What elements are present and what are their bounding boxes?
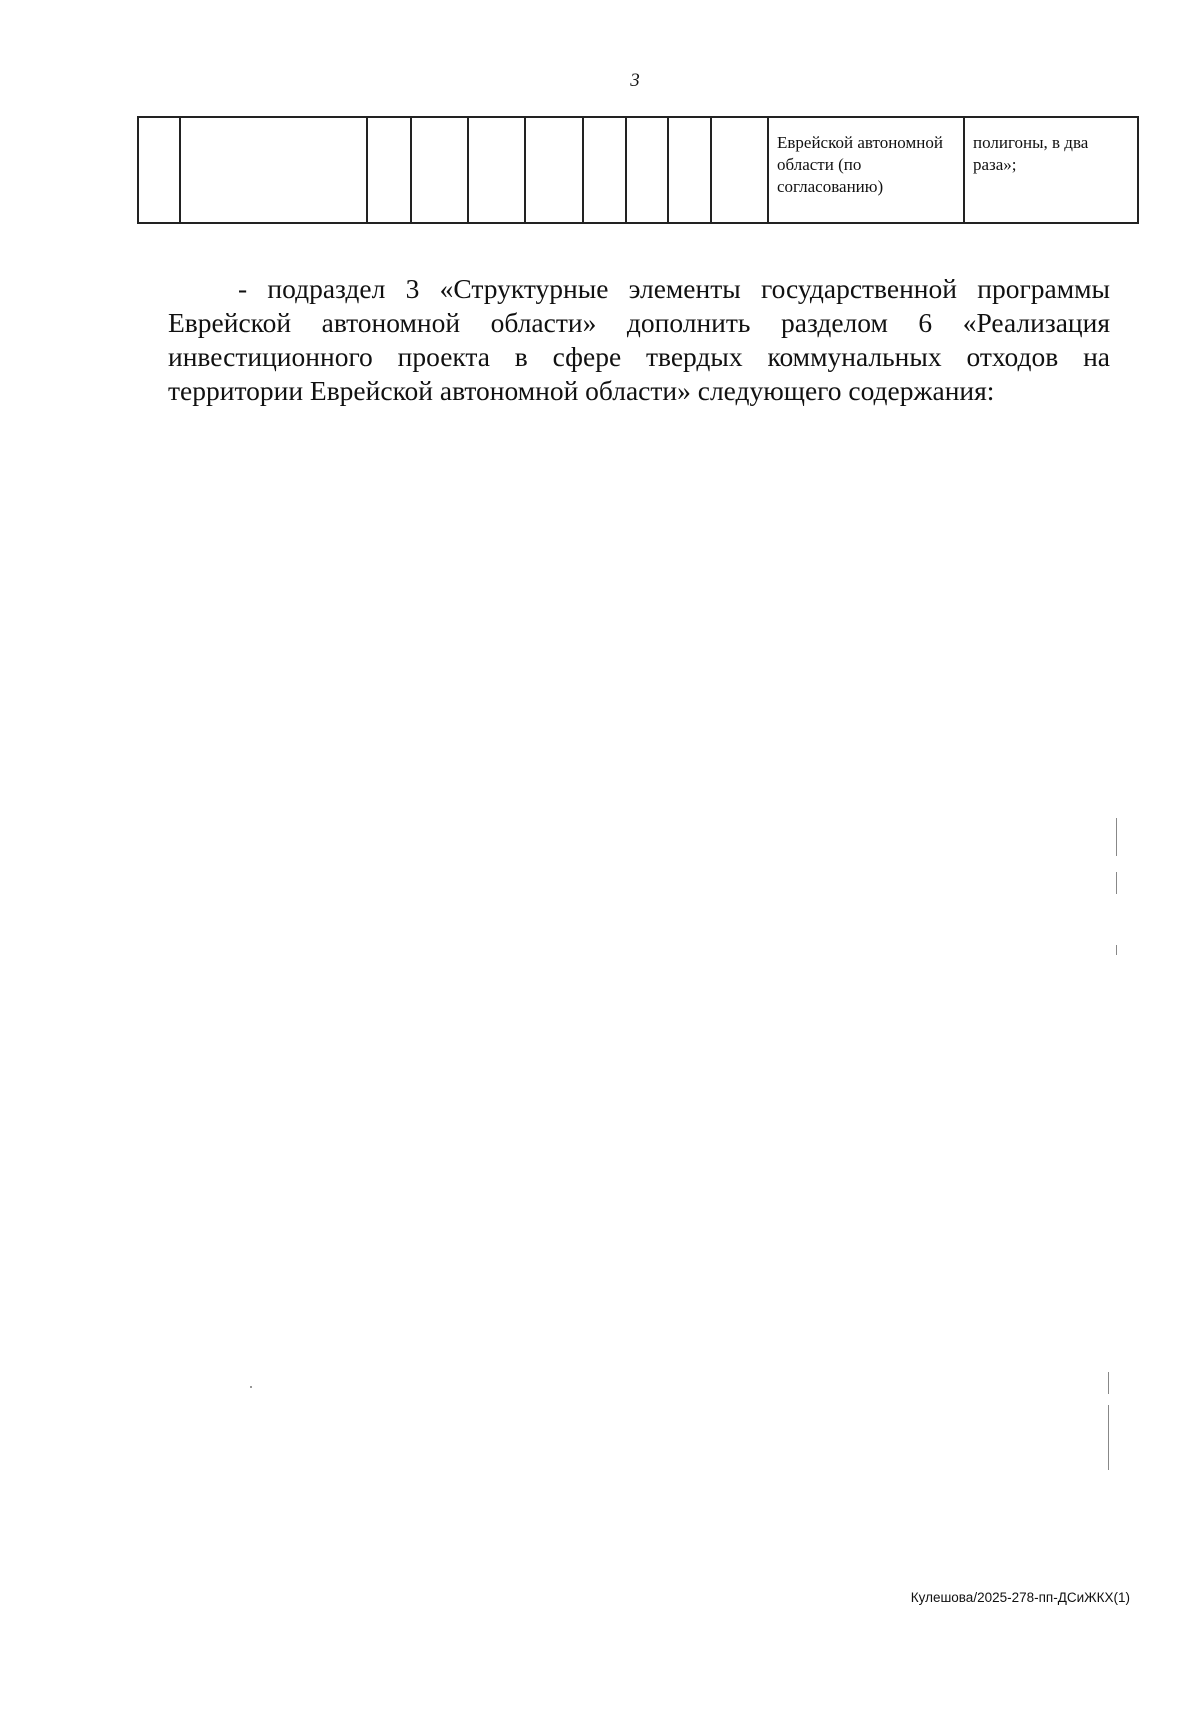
table-continuation [137,116,1139,224]
scan-artifact [1116,818,1117,856]
table-cell [138,117,180,223]
document-code: Кулешова/2025-278-пп-ДСиЖКХ(1) [910,1590,1130,1605]
table-cell [367,117,411,223]
table-cell [180,117,367,223]
table-cell-organization: Еврейской автономной области (по согласованию) [768,117,964,223]
table-cell [468,117,525,223]
table-cell [711,117,768,223]
table-cell [411,117,468,223]
table-cell [626,117,668,223]
table-cell-result: полигоны, в два раза»; [964,117,1138,223]
table-cell [668,117,711,223]
scan-artifact [250,1386,252,1388]
scan-artifact [1116,945,1117,955]
scan-artifact [1116,872,1117,894]
table-row [138,117,1138,223]
body-paragraph: - подраздел 3 «Структурные элементы государственной программы Еврейской автономной области» дополнить разделом 6 «Реализация инвестиционного проекта в сфере твердых коммунальных отходов на территории Еврейской автономной области» следующего содержания: [168,272,1110,406]
scan-artifact [1108,1372,1109,1394]
page-number: 3 [630,70,640,91]
scan-artifact [1108,1405,1109,1470]
table-cell [525,117,583,223]
table-cell [583,117,626,223]
